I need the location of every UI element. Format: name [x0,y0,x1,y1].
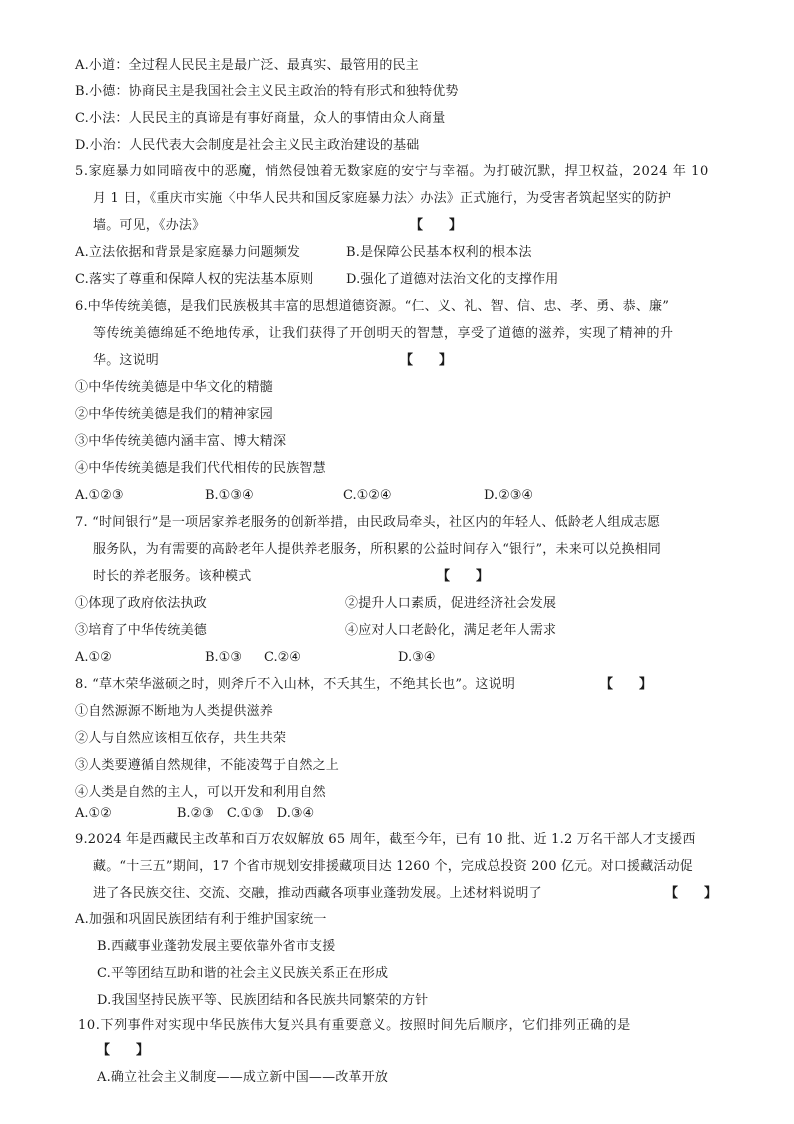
q7-option-a: A.①② [75,650,112,665]
q7-statement-3: ③培育了中华传统美德 [75,623,208,638]
q7-stem-line3: 时长的养老服务。该种模式 [93,569,252,584]
q10-answer-bracket: 【 】 [97,1043,150,1058]
q4-option-a: A.小道：全过程人民民主是最广泛、最真实、最管用的民主 [75,58,419,73]
q8-statement-2: ②人与自然应该相互依存，共生共荣 [75,731,287,746]
q6-statement-2: ②中华传统美德是我们的精神家园 [75,407,274,422]
q9-option-d: D.我国坚持民族平等、民族团结和各民族共同繁荣的方针 [97,993,429,1008]
q5-stem-line2: 月 1 日，《重庆市实施〈中华人民共和国反家庭暴力法〉办法》正式施行，为受害者筑起坚实的防护 [93,191,672,206]
q8-statement-1: ①自然源源不断地为人类提供滋养 [75,704,274,719]
q7-option-b: B.①③ [205,650,242,665]
q9-stem-line2: 藏。“十三五”期间，17 个省市规划安排援藏项目达 1260 个，完成总投资 200 亿元。对口援藏活动促 [93,859,693,874]
q8-statement-3: ③人类要遵循自然规律，不能凌驾于自然之上 [75,758,340,773]
q8-answer-bracket: 【 】 [600,677,653,692]
q6-statement-1: ①中华传统美德是中华文化的精髓 [75,380,274,395]
q6-stem-line1: 6.中华传统美德，是我们民族极其丰富的思想道德资源。“仁、义、礼、智、信、忠、孝、勇、恭、廉” [75,299,670,314]
q9-stem-line3: 进了各民族交往、交流、交融，推动西藏各项事业蓬勃发展。上述材料说明了 [93,886,542,901]
q7-statement-2: ②提升人口素质，促进经济社会发展 [345,596,557,611]
q6-option-a: A.①②③ [75,488,124,503]
q9-option-b: B.西藏事业蓬勃发展主要依靠外省市支援 [97,939,336,954]
q4-option-b: B.小德：协商民主是我国社会主义民主政治的特有形式和独特优势 [75,84,459,99]
q7-answer-bracket: 【 】 [437,569,490,584]
q8-stem-line1: 8. “草木荣华滋硕之时，则斧斤不入山林，不夭其生，不绝其长也”。这说明 [75,677,516,692]
q5-option-d: D.强化了道德对法治文化的支撑作用 [346,272,559,287]
q5-option-c: C.落实了尊重和保障人权的宪法基本原则 [75,272,314,287]
q4-option-d: D.小治：人民代表大会制度是社会主义民主政治建设的基础 [75,138,420,153]
q8-options: A.①② B.②③ C.①③ D.③④ [75,806,315,821]
q8-statement-4: ④人类是自然的主人，可以开发和利用自然 [75,785,326,800]
q5-stem-line1: 5.家庭暴力如同暗夜中的恶魔，悄然侵蚀着无数家庭的安宁与幸福。为打破沉默，捍卫权益，2024 年 10 [75,164,709,179]
q7-stem-line1: 7. “时间银行”是一项居家养老服务的创新举措，由民政局牵头，社区内的年轻人、低龄老人组成志愿 [75,515,661,530]
q7-option-c: C.②④ [264,650,301,665]
q6-answer-bracket: 【 】 [400,353,453,368]
q7-option-d: D.③④ [398,650,436,665]
q6-stem-line2: 等传统美德绵延不绝地传承，让我们获得了开创明天的智慧，享受了道德的滋养，实现了精神的升 [93,326,674,341]
q9-answer-bracket: 【 】 [665,886,718,901]
q9-option-a: A.加强和巩固民族团结有利于维护国家统一 [75,912,327,927]
q9-stem-line1: 9.2024 年是西藏民主改革和百万农奴解放 65 周年，截至今年，已有 10 批、近 1.2 万名干部人才支援西 [75,832,696,847]
q7-stem-line2: 服务队，为有需要的高龄老年人提供养老服务，所积累的公益时间存入“银行”，未来可以兑换相同 [93,542,662,557]
q6-option-d: D.②③④ [484,488,534,503]
q10-stem-line1: 10.下列事件对实现中华民族伟大复兴具有重要意义。按照时间先后顺序，它们排列正确的是 [78,1018,631,1033]
q6-stem-line3: 华。这说明 [93,353,160,368]
q10-option-a: A.确立社会主义制度——成立新中国——改革开放 [97,1070,389,1085]
q6-option-b: B.①③④ [205,488,254,503]
q5-stem-line3: 墙。可见，《办法》 [93,218,206,233]
q5-answer-bracket: 【 】 [410,218,463,233]
q9-option-c: C.平等团结互助和谐的社会主义民族关系正在形成 [97,966,389,981]
q6-option-c: C.①②④ [343,488,392,503]
q7-statement-4: ④应对人口老龄化，满足老年人需求 [345,623,557,638]
q4-option-c: C.小法：人民民主的真谛是有事好商量，众人的事情由众人商量 [75,111,446,126]
q5-option-b: B.是保障公民基本权利的根本法 [346,245,532,260]
q6-statement-4: ④中华传统美德是我们代代相传的民族智慧 [75,461,326,476]
q7-statement-1: ①体现了政府依法执政 [75,596,208,611]
q5-option-a: A.立法依据和背景是家庭暴力问题频发 [75,245,301,260]
q6-statement-3: ③中华传统美德内涵丰富、博大精深 [75,434,287,449]
